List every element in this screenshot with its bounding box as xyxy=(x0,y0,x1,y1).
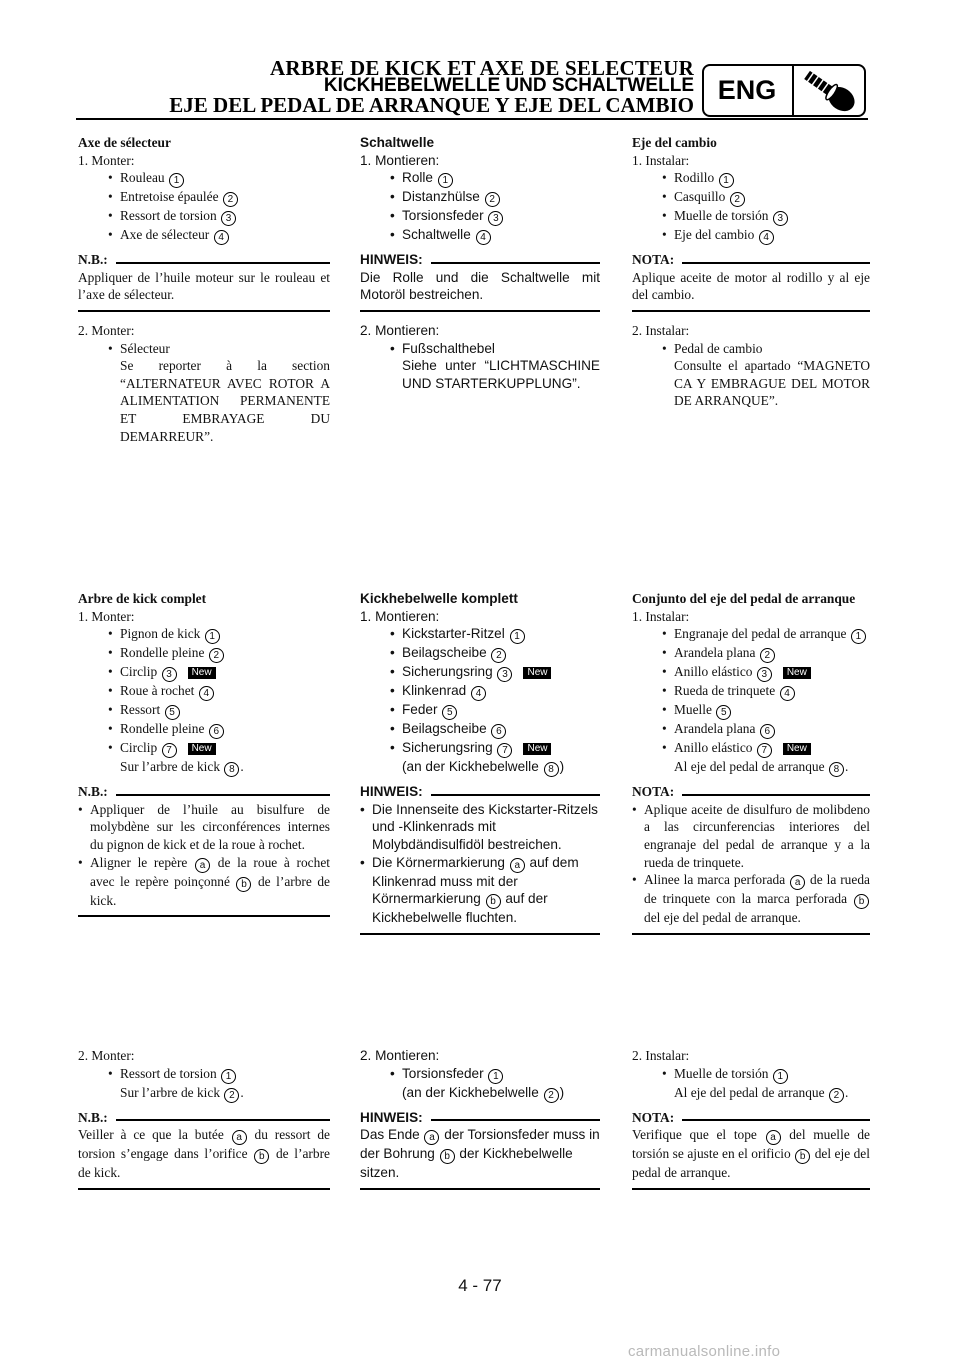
list-item: • Roue à rochet 4 xyxy=(78,682,330,701)
note-bullet: • Alinee la marca perforada a de la rueda de trinquete con la marca perforada b del eje del pedal de arranque. xyxy=(632,871,870,927)
note-label: HINWEIS: xyxy=(360,252,423,268)
note-text: Verifique que el tope a del muelle de torsión se ajuste en el orificio b del eje del pedal de arranque. xyxy=(632,1127,870,1181)
section-title: Kickhebelwelle komplett xyxy=(360,591,518,606)
note-box xyxy=(78,783,330,917)
note-label: NOTA: xyxy=(632,1109,675,1125)
section-de-shift-shaft xyxy=(360,134,600,392)
reference-text: Siehe unter “LICHTMASCHINE UND STARTERKUPPLUNG”. xyxy=(402,358,600,391)
note-text: Veiller à ce que la butée a du ressort de torsion s’engage dans l’orifice b de l’arbre de kick. xyxy=(78,1127,330,1181)
note-label: N.B.: xyxy=(78,1109,108,1125)
note-box xyxy=(632,1109,870,1190)
new-badge: New xyxy=(188,743,216,755)
list-item: • Arandela plana 2 xyxy=(632,644,870,663)
location-text: Sur l’arbre de kick 2 . xyxy=(120,1084,244,1101)
note-bullet: • Die Innenseite des Kickstarter-Ritzels und -Klinkenrads mit Molybdändisulfidöl bestreichen. xyxy=(360,801,600,854)
note-label: HINWEIS: xyxy=(360,784,423,800)
step-1: 1. Instalar: xyxy=(632,608,690,624)
section-de-kick-shaft xyxy=(360,590,600,935)
page-number: 4 - 77 xyxy=(458,1276,502,1295)
list-item: • Muelle de torsión 3 xyxy=(632,207,870,226)
list-item: • Distanzhülse 2 xyxy=(360,188,600,207)
list-item: • Sélecteur xyxy=(78,340,330,358)
note-box xyxy=(78,1109,330,1190)
title-german: KICKHEBELWELLE UND SCHALTWELLE xyxy=(323,75,694,96)
section-title: Arbre de kick complet xyxy=(78,591,207,606)
step-2: 2. Monter: xyxy=(78,322,135,338)
new-badge: New xyxy=(523,667,551,679)
note-box xyxy=(632,251,870,312)
note-text: Die Rolle und die Schaltwelle mit Motoröl bestreichen. xyxy=(360,269,600,303)
new-badge: New xyxy=(783,743,811,755)
list-item: • Beilagscheibe 2 xyxy=(360,644,600,663)
new-badge: New xyxy=(188,667,216,679)
reference-text: Consulte el apartado “MAGNETO CA Y EMBRAGUE DEL MOTOR DE ARRANQUE”. xyxy=(674,358,870,409)
note-box xyxy=(360,251,600,312)
header-rule xyxy=(76,118,868,120)
list-item: • Sicherungsring 7 New xyxy=(360,739,600,758)
list-item: • Rolle 1 xyxy=(360,169,600,188)
new-badge: New xyxy=(783,667,811,679)
list-item: • Axe de sélecteur 4 xyxy=(78,226,330,245)
list-item: • Eje del cambio 4 xyxy=(632,226,870,245)
step-2: 2. Instalar: xyxy=(632,1048,690,1063)
note-label: N.B.: xyxy=(78,784,108,800)
section-de-torsion-spring xyxy=(360,1047,600,1190)
list-item: • Pedal de cambio xyxy=(632,340,870,358)
list-item: • Ressort 5 xyxy=(78,701,330,720)
list-item: • Circlip 7 New xyxy=(78,739,330,758)
eng-badge xyxy=(702,64,866,117)
list-item: • Casquillo 2 xyxy=(632,188,870,207)
title-french: ARBRE DE KICK ET AXE DE SELECTEUR xyxy=(270,56,694,80)
step-1: 1. Montieren: xyxy=(360,152,440,168)
list-item: • Torsionsfeder 3 xyxy=(360,207,600,226)
badge-divider xyxy=(792,66,794,115)
section-fr-shift-shaft xyxy=(78,134,330,445)
watermark[interactable]: carmanualsonline.info xyxy=(628,1343,781,1360)
section-title: Axe de sélecteur xyxy=(78,135,171,150)
list-item: • Anillo elástico 3 New xyxy=(632,663,870,682)
step-1: 1. Montieren: xyxy=(360,608,440,624)
list-item: • Sicherungsring 3 New xyxy=(360,663,600,682)
note-label: NOTA: xyxy=(632,784,675,800)
step-1: 1. Monter: xyxy=(78,608,135,624)
list-item: • Rondelle pleine 2 xyxy=(78,644,330,663)
step-2: 2. Instalar: xyxy=(632,322,690,338)
list-item: • Rueda de trinquete 4 xyxy=(632,682,870,701)
note-text: Das Ende a der Torsionsfeder muss in der Bohrung b der Kickhebelwelle sitzen. xyxy=(360,1127,600,1181)
note-label: N.B.: xyxy=(78,252,108,268)
section-title: Eje del cambio xyxy=(632,135,717,150)
list-item: • Entretoise épaulée 2 xyxy=(78,188,330,207)
section-es-kick-shaft xyxy=(632,590,870,935)
list-item: • Circlip 3 New xyxy=(78,663,330,682)
list-item: • Muelle de torsión 1 xyxy=(632,1065,870,1084)
section-es-torsion-spring xyxy=(632,1047,870,1190)
list-item: • Fußschalthebel xyxy=(360,340,600,358)
location-text: (an der Kickhebelwelle 2 ) xyxy=(402,1084,565,1101)
note-box xyxy=(360,1109,600,1190)
note-bullet: • Appliquer de l’huile au bisulfure de molybdène sur les circonférences internes du pignon de kick et de la roue à rochet. xyxy=(78,801,330,854)
section-fr-torsion-spring xyxy=(78,1047,330,1190)
note-bullet: • Aligner le repère a de la roue à rochet avec le repère poinçonné b de l’arbre de kick. xyxy=(78,854,330,910)
section-title: Schaltwelle xyxy=(360,135,435,150)
list-item: • Schaltwelle 4 xyxy=(360,226,600,245)
list-item: • Rondelle pleine 6 xyxy=(78,720,330,739)
list-item: • Kickstarter-Ritzel 1 xyxy=(360,625,600,644)
note-text: Aplique aceite de motor al rodillo y al eje del cambio. xyxy=(632,269,870,303)
list-item: • Ressort de torsion 3 xyxy=(78,207,330,226)
note-box xyxy=(78,251,330,312)
note-label: HINWEIS: xyxy=(360,1109,423,1125)
list-item: • Beilagscheibe 6 xyxy=(360,720,600,739)
list-item: • Arandela plana 6 xyxy=(632,720,870,739)
list-item: • Klinkenrad 4 xyxy=(360,682,600,701)
list-item: • Muelle 5 xyxy=(632,701,870,720)
step-1: 1. Monter: xyxy=(78,152,135,168)
note-bullet: • Die Körnermarkierung a auf dem Klinkenrad muss mit der Körnermarkierung b auf der Kickhebelwelle fluchten. xyxy=(360,854,600,927)
location-text: Al eje del pedal de arranque 8 . xyxy=(674,759,849,776)
list-item: • Feder 5 xyxy=(360,701,600,720)
title-spanish: EJE DEL PEDAL DE ARRANQUE Y EJE DEL CAMBIO xyxy=(169,93,694,117)
location-text: (an der Kickhebelwelle 8 ) xyxy=(402,759,565,776)
step-1: 1. Instalar: xyxy=(632,152,690,168)
section-fr-kick-shaft xyxy=(78,590,330,917)
section-es-shift-shaft xyxy=(632,134,870,410)
engine-icon xyxy=(796,66,864,115)
note-label: NOTA: xyxy=(632,252,675,268)
reference-text: Se reporter à la section “ALTERNATEUR AVEC ROTOR A ALIMENTATION PERMANENTE ET EMBRAYAGE DU DEMARREUR”. xyxy=(120,358,330,444)
page-header xyxy=(0,0,960,125)
list-item: • Ressort de torsion 1 xyxy=(78,1065,330,1084)
section-title: Conjunto del eje del pedal de arranque xyxy=(632,591,856,606)
location-text: Al eje del pedal de arranque 2 . xyxy=(674,1084,849,1101)
list-item: • Pignon de kick 1 xyxy=(78,625,330,644)
step-2: 2. Monter: xyxy=(78,1048,135,1063)
step-2: 2. Montieren: xyxy=(360,322,440,338)
note-bullet: • Aplique aceite de disulfuro de molibdeno a las circunferencias interiores del engranaje del pedal de arranque y a la rueda de trinquete. xyxy=(632,801,870,871)
list-item: • Anillo elástico 7 New xyxy=(632,739,870,758)
list-item: • Torsionsfeder 1 xyxy=(360,1065,600,1084)
eng-label: ENG xyxy=(717,75,777,105)
note-box xyxy=(632,783,870,935)
list-item: • Rouleau 1 xyxy=(78,169,330,188)
list-item: • Rodillo 1 xyxy=(632,169,870,188)
new-badge: New xyxy=(523,743,551,755)
location-text: Sur l’arbre de kick 8 . xyxy=(120,759,244,776)
note-text: Appliquer de l’huile moteur sur le rouleau et l’axe de sélecteur. xyxy=(78,269,330,303)
note-box xyxy=(360,783,600,935)
step-2: 2. Montieren: xyxy=(360,1048,440,1063)
list-item: • Engranaje del pedal de arranque 1 xyxy=(632,625,870,644)
